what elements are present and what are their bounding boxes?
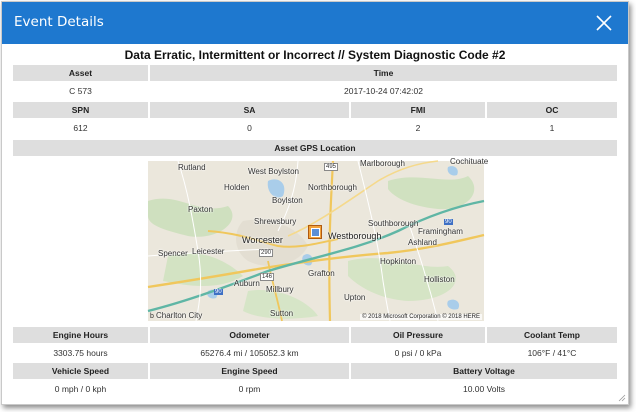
map-label-millbury: Millbury: [266, 285, 294, 294]
map-label-cochituate: Cochituate: [450, 157, 489, 166]
map-label-west-boylston: West Boylston: [248, 167, 299, 176]
map-label-grafton: Grafton: [308, 269, 335, 278]
map-shield-i90: 90: [215, 289, 222, 295]
map-label-ashland: Ashland: [408, 238, 437, 247]
asset-location-marker-icon[interactable]: [308, 225, 322, 239]
engine-hours-header: Engine Hours: [13, 327, 148, 343]
map-label-westborough: Westborough: [328, 231, 382, 241]
engine-speed-header: Engine Speed: [150, 363, 349, 379]
gps-map[interactable]: [148, 157, 489, 321]
bing-logo: b: [150, 313, 154, 320]
map-shield-rt146: 146: [262, 274, 273, 280]
map-label-sutton: Sutton: [270, 309, 294, 318]
asset-value: C 573: [13, 83, 148, 99]
diagnostic-codes-table: [11, 100, 619, 138]
asset-header: Asset: [13, 65, 148, 81]
map-label-leicester: Leicester: [192, 247, 225, 256]
oil-pressure-header: Oil Pressure: [351, 327, 485, 343]
map-label-boylston: Boylston: [272, 196, 303, 205]
odometer-value: 65276.4 mi / 105052.3 km: [150, 345, 349, 361]
asset-time-table: [11, 63, 619, 101]
spn-header: SPN: [13, 102, 148, 118]
map-label-southborough: Southborough: [368, 219, 419, 228]
odometer-header: Odometer: [150, 327, 349, 343]
time-value: 2017-10-24 07:42:02: [150, 83, 617, 99]
fmi-header: FMI: [351, 102, 485, 118]
map-label-spencer: Spencer: [158, 249, 188, 258]
map-shield-i90-east: 90: [445, 219, 452, 225]
event-details-dialog: [1, 1, 629, 405]
map-shield-i290: 290: [261, 250, 272, 256]
map-label-shrewsbury: Shrewsbury: [254, 217, 297, 226]
resize-grip-icon[interactable]: [618, 394, 626, 402]
spn-value: 612: [13, 120, 148, 136]
map-label-holden: Holden: [224, 183, 250, 192]
vehicle-speed-header: Vehicle Speed: [13, 363, 148, 379]
engine-speed-value: 0 rpm: [150, 381, 349, 397]
sa-header: SA: [150, 102, 349, 118]
gps-header-table: [11, 138, 619, 158]
fmi-value: 2: [351, 120, 485, 136]
coolant-temp-value: 106°F / 41°C: [487, 345, 617, 361]
map-label-hopkinton: Hopkinton: [380, 257, 417, 266]
gps-location-header: Asset GPS Location: [13, 140, 617, 156]
oc-value: 1: [487, 120, 617, 136]
dialog-titlebar: [2, 2, 628, 44]
engine-stats-table: [11, 325, 619, 399]
sa-value: 0: [150, 120, 349, 136]
oil-pressure-value: 0 psi / 0 kPa: [351, 345, 485, 361]
map-label-holliston: Holliston: [424, 275, 455, 284]
map-label-paxton: Paxton: [188, 205, 213, 214]
battery-voltage-header: Battery Voltage: [351, 363, 617, 379]
vehicle-speed-value: 0 mph / 0 kph: [13, 381, 148, 397]
map-label-rutland: Rutland: [178, 163, 206, 172]
engine-hours-value: 3303.75 hours: [13, 345, 148, 361]
map-label-framingham: Framingham: [418, 227, 463, 236]
time-header: Time: [150, 65, 617, 81]
close-x-icon: [594, 13, 614, 33]
coolant-temp-header: Coolant Temp: [487, 327, 617, 343]
map-copyright: © 2018 Microsoft Corporation © 2018 HERE: [362, 314, 480, 320]
oc-header: OC: [487, 102, 617, 118]
map-label-auburn: Auburn: [234, 279, 260, 288]
battery-voltage-value: 10.00 Volts: [351, 381, 617, 397]
map-label-northborough: Northborough: [308, 183, 357, 192]
map-label-worcester: Worcester: [242, 235, 283, 245]
dialog-title: Event Details: [14, 14, 104, 30]
map-label-upton: Upton: [344, 293, 366, 302]
close-button[interactable]: [594, 13, 614, 33]
map-label-charlton-city: Charlton City: [156, 311, 203, 320]
event-heading: Data Erratic, Intermittent or Incorrect // System Diagnostic Code #2: [124, 48, 506, 62]
map-shield-i495: 495: [326, 164, 337, 170]
map-label-marlborough: Marlborough: [360, 159, 405, 168]
